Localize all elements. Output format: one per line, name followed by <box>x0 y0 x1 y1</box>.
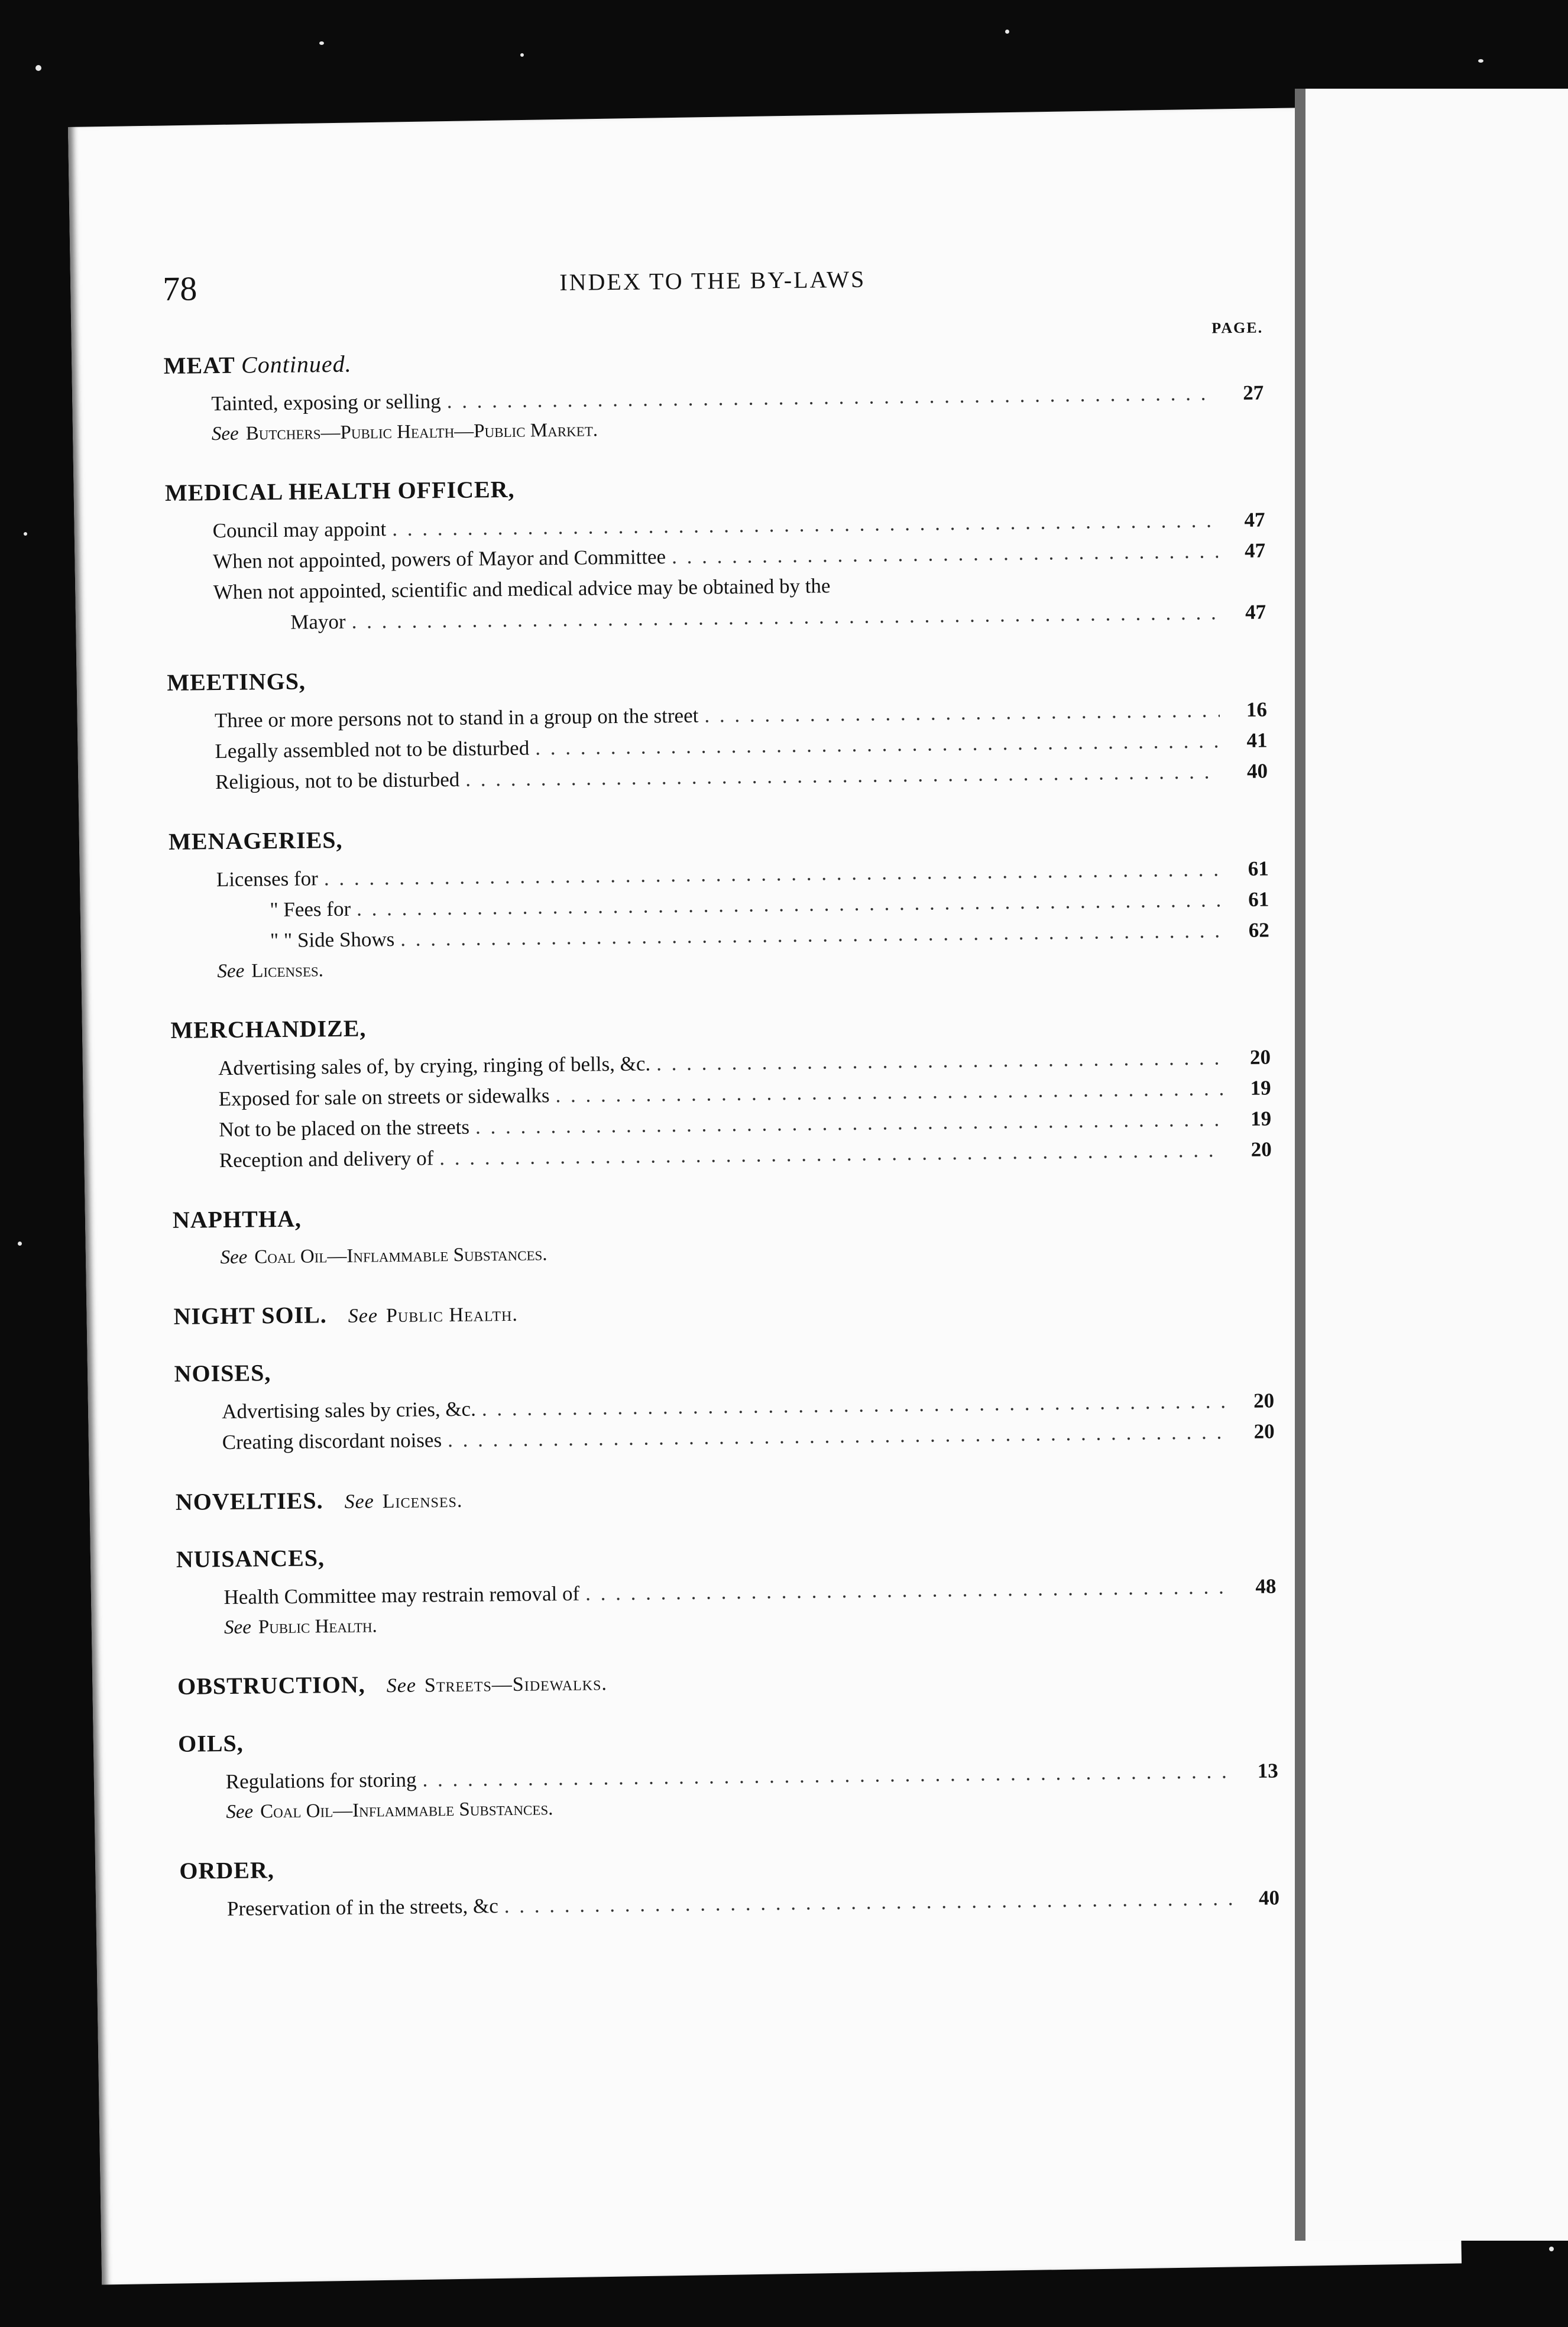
section-heading <box>173 1194 1272 1233</box>
entry-text: Preservation of in the streets, &c <box>226 1894 498 1921</box>
section-heading <box>169 816 1268 855</box>
inline-see-reference <box>387 1673 608 1697</box>
entry-text: When not appointed, powers of Mayor and Committee <box>212 545 666 573</box>
entry-page-number: 20 <box>1249 1045 1271 1069</box>
dot-leader <box>704 695 1220 731</box>
entry-text: Not to be placed on the streets <box>219 1115 470 1142</box>
heading-text: MEAT <box>163 351 235 379</box>
heading-note: Continued. <box>241 350 352 378</box>
page-number: 78 <box>163 269 197 308</box>
see-prefix: See <box>223 1616 252 1639</box>
index-body <box>163 341 1279 1925</box>
see-target: Licenses. <box>382 1489 463 1513</box>
entry-text: Advertising sales of, by crying, ringing of bells, &c. <box>218 1052 651 1080</box>
entry-text: Three or more persons not to stand in a group on the street <box>214 704 699 733</box>
see-reference <box>173 1231 1272 1272</box>
entry-page-number: 13 <box>1257 1759 1278 1782</box>
entry-page-number: 40 <box>1246 759 1268 783</box>
entry-page-number: 62 <box>1248 918 1270 942</box>
heading-text: OILS, <box>177 1729 244 1757</box>
see-prefix: See <box>211 423 239 445</box>
see-target: Licenses. <box>251 960 324 982</box>
entry-page-number: 40 <box>1258 1886 1280 1910</box>
heading-text: NAPHTHA, <box>172 1205 302 1233</box>
inline-see-reference <box>344 1490 462 1513</box>
see-prefix: See <box>217 960 245 983</box>
heading-text: NIGHT SOIL. <box>173 1301 328 1330</box>
entry-text: When not appointed, scientific and medical advice may be obtained by the <box>213 574 831 604</box>
heading-text: MERCHANDIZE, <box>170 1015 367 1043</box>
section-heading <box>176 1476 1275 1515</box>
section-heading <box>167 657 1266 696</box>
entry-text: Regulations for storing <box>225 1768 417 1794</box>
entry-text: Council may appoint <box>212 517 387 543</box>
entry-text: Legally assembled not to be disturbed <box>215 736 530 763</box>
entry-text: Reception and delivery of <box>219 1146 434 1172</box>
see-prefix: See <box>226 1801 254 1823</box>
entry-page-number: 16 <box>1246 698 1268 721</box>
entry-text: Advertising sales by cries, &c. <box>222 1397 477 1424</box>
entry-text: Mayor <box>290 610 346 634</box>
see-prefix: See <box>344 1490 374 1513</box>
section-heading <box>173 1291 1273 1330</box>
see-prefix: See <box>386 1674 417 1697</box>
entry-text: Exposed for sale on streets or sidewalks <box>218 1084 550 1111</box>
heading-text: MEDICAL HEALTH OFFICER, <box>164 475 515 506</box>
page-header <box>163 258 1263 320</box>
heading-text: MEETINGS, <box>167 667 306 696</box>
section-heading <box>178 1718 1278 1757</box>
section-heading <box>170 1004 1270 1043</box>
entry-page-number: 47 <box>1245 600 1266 624</box>
heading-text: MENAGERIES, <box>168 826 343 855</box>
index-page-content <box>163 258 1279 1925</box>
entry-text: " " Side Shows <box>270 927 395 952</box>
see-target: Public Health. <box>258 1615 377 1638</box>
heading-text: NOVELTIES. <box>175 1487 323 1515</box>
heading-text: ORDER, <box>179 1856 275 1884</box>
heading-text: NUISANCES, <box>176 1544 325 1573</box>
see-prefix: See <box>348 1305 378 1327</box>
entry-page-number: 20 <box>1253 1389 1275 1412</box>
see-target: Coal Oil—Inflammable Substances. <box>260 1798 553 1823</box>
entry-page-number: 19 <box>1250 1076 1271 1100</box>
entry-page-number: 47 <box>1244 508 1265 531</box>
see-target: Streets—Sidewalks. <box>424 1673 608 1697</box>
section-heading <box>165 468 1265 507</box>
entry-text: Health Committee may restrain removal of <box>223 1581 580 1609</box>
section-heading <box>176 1534 1276 1573</box>
heading-text: OBSTRUCTION, <box>177 1671 365 1700</box>
page-column-label: PAGE. <box>1211 319 1264 337</box>
entry-page-number: 41 <box>1246 728 1268 752</box>
entry-text: Tainted, exposing or selling <box>211 390 441 416</box>
running-title: INDEX TO THE BY-LAWS <box>559 265 866 296</box>
see-prefix: See <box>220 1246 248 1269</box>
entry-page-number: 61 <box>1248 857 1269 880</box>
section-heading <box>179 1845 1279 1884</box>
entry-page-number: 19 <box>1250 1107 1272 1130</box>
see-target: Public Health. <box>385 1303 519 1327</box>
section-heading <box>174 1348 1274 1387</box>
entry-text: Religious, not to be disturbed <box>215 767 460 794</box>
inline-see-reference <box>348 1304 518 1327</box>
see-target: Butchers—Public Health—Public Market. <box>245 419 598 445</box>
facing-page <box>1295 89 1568 2241</box>
entry-text: " Fees for <box>270 897 351 922</box>
entry-page-number: 20 <box>1250 1137 1272 1161</box>
heading-text: NOISES, <box>174 1359 271 1387</box>
section-heading <box>177 1661 1277 1700</box>
entry-page-number: 61 <box>1248 887 1269 911</box>
entry-page-number: 48 <box>1255 1574 1277 1598</box>
entry-text: Licenses for <box>216 867 319 892</box>
entry-page-number: 47 <box>1244 539 1266 562</box>
dot-leader <box>672 536 1219 572</box>
entry-page-number: 20 <box>1253 1419 1275 1443</box>
entry-page-number: 27 <box>1243 381 1264 404</box>
entry-text: Creating discordant noises <box>222 1428 442 1454</box>
see-target: Coal Oil—Inflammable Substances. <box>254 1243 547 1268</box>
